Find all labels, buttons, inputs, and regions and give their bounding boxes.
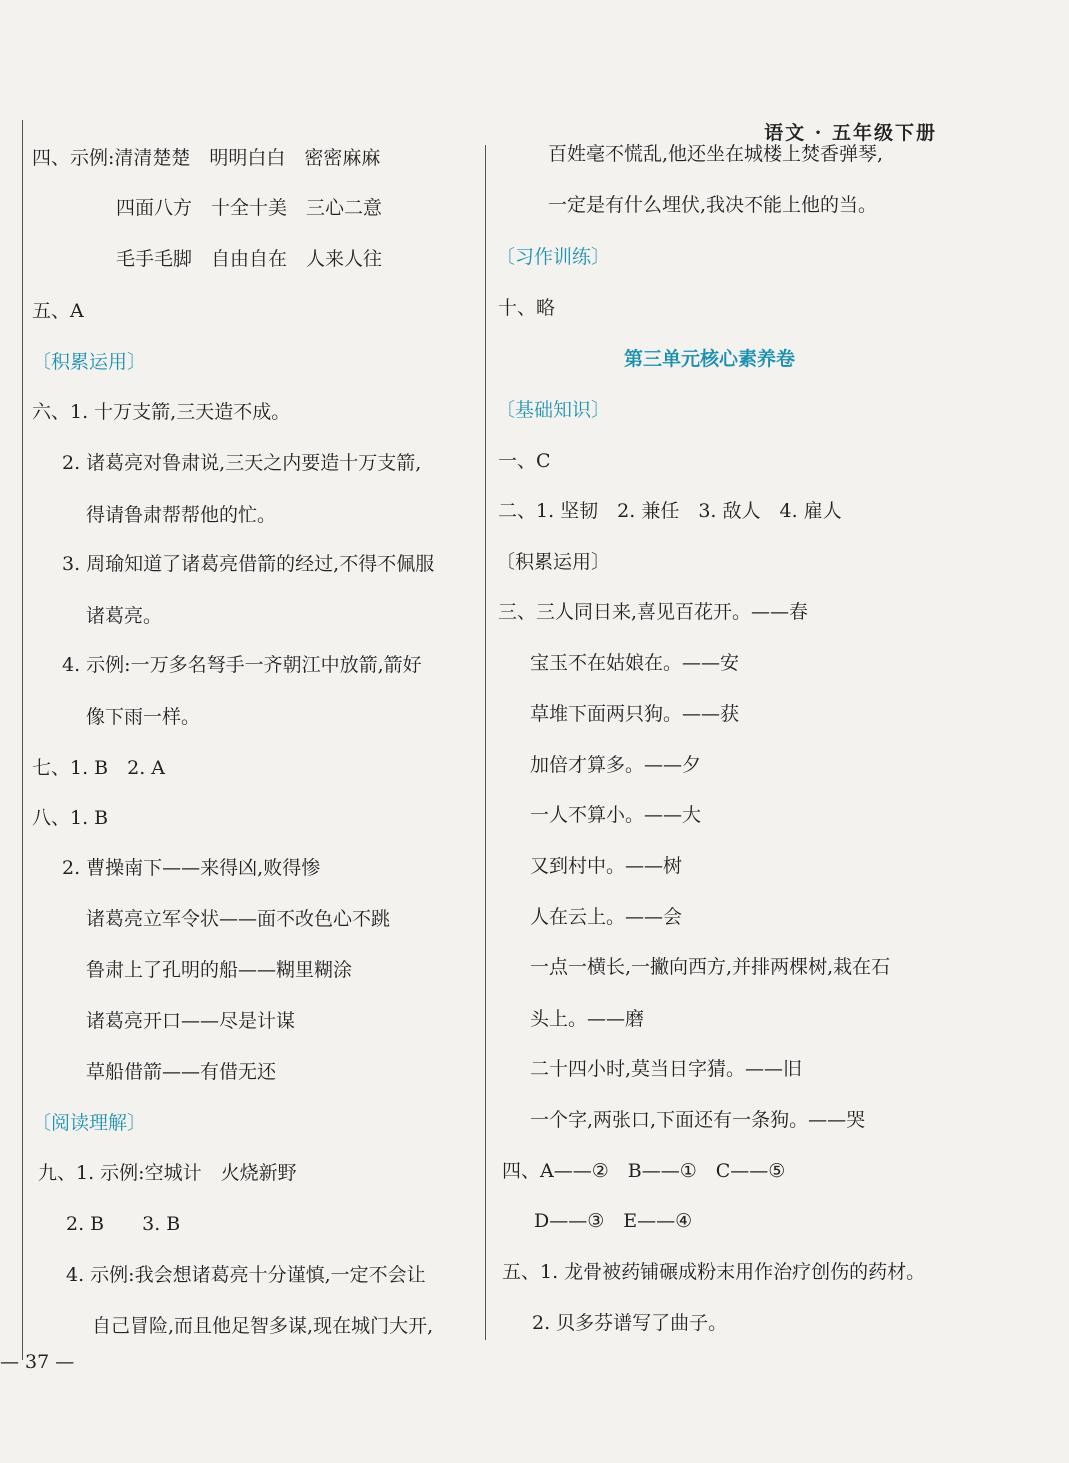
answer-line: 三、三人同日来,喜见百花开。——春 bbox=[498, 601, 809, 623]
answer-line: 二、1. 坚韧 2. 兼任 3. 敌人 4. 雇人 bbox=[498, 500, 842, 522]
answer-line: 一定是有什么埋伏,我决不能上他的当。 bbox=[548, 194, 878, 216]
right-column bbox=[486, 0, 1069, 1463]
page-number: — 37 — bbox=[0, 1351, 75, 1373]
unit-title: 第三单元核心素养卷 bbox=[624, 348, 796, 370]
section-heading: 〔阅读理解〕 bbox=[32, 1112, 147, 1134]
answer-line: 六、1. 十万支箭,三天造不成。 bbox=[32, 401, 291, 423]
section-heading: 〔积累运用〕 bbox=[496, 551, 611, 573]
answer-line: 五、A bbox=[32, 300, 84, 322]
answer-line: 加倍才算多。——夕 bbox=[530, 754, 702, 776]
left-column bbox=[0, 0, 486, 1463]
section-heading: 〔积累运用〕 bbox=[32, 351, 147, 373]
answer-line: 4. 示例:我会想诸葛亮十分谨慎,一定不会让 bbox=[66, 1264, 426, 1286]
answer-line: 2. B 3. B bbox=[66, 1213, 181, 1235]
answer-line: 4. 示例:一万多名弩手一齐朝江中放箭,箭好 bbox=[62, 654, 422, 676]
section-heading: 〔基础知识〕 bbox=[496, 399, 611, 421]
answer-line: 得请鲁肃帮帮他的忙。 bbox=[86, 504, 277, 526]
answer-line: 人在云上。——会 bbox=[530, 906, 683, 928]
answer-line: D——③ E——④ bbox=[534, 1210, 693, 1232]
answer-line: 四、A——② B——① C——⑤ bbox=[502, 1160, 786, 1182]
answer-line: 2. 曹操南下——来得凶,败得惨 bbox=[62, 857, 321, 879]
answer-line: 七、1. B 2. A bbox=[32, 757, 166, 779]
answer-line: 一、C bbox=[498, 450, 551, 472]
answer-line: 草堆下面两只狗。——获 bbox=[530, 703, 740, 725]
answer-line: 2. 贝多芬谱写了曲子。 bbox=[532, 1312, 728, 1334]
answer-line: 十、略 bbox=[498, 297, 556, 319]
answer-line: 毛手毛脚 自由自在 人来人往 bbox=[116, 248, 383, 270]
answer-line: 像下雨一样。 bbox=[86, 706, 201, 728]
answer-line: 五、1. 龙骨被药铺碾成粉末用作治疗创伤的药材。 bbox=[502, 1261, 926, 1283]
answer-line: 宝玉不在姑娘在。——安 bbox=[530, 652, 740, 674]
page-header: 语文 · 五年级下册 bbox=[764, 122, 937, 144]
answer-line: 四、示例:清清楚楚 明明白白 密密麻麻 bbox=[32, 147, 381, 169]
answer-line: 3. 周瑜知道了诸葛亮借箭的经过,不得不佩服 bbox=[62, 553, 435, 575]
section-heading: 〔习作训练〕 bbox=[496, 246, 611, 268]
answer-line: 八、1. B bbox=[32, 807, 109, 829]
answer-line: 诸葛亮立军令状——面不改色心不跳 bbox=[86, 908, 391, 930]
answer-line: 九、1. 示例:空城计 火烧新野 bbox=[38, 1162, 297, 1184]
answer-line: 一人不算小。——大 bbox=[530, 804, 702, 826]
answer-line: 2. 诸葛亮对鲁肃说,三天之内要造十万支箭, bbox=[62, 452, 422, 474]
answer-line: 又到村中。——树 bbox=[530, 855, 683, 877]
answer-line: 一点一横长,一撇向西方,并排两棵树,栽在石 bbox=[530, 956, 891, 978]
answer-line: 自己冒险,而且他足智多谋,现在城门大开, bbox=[92, 1315, 434, 1337]
answer-line: 头上。——磨 bbox=[530, 1008, 645, 1030]
answer-line: 鲁肃上了孔明的船——糊里糊涂 bbox=[86, 959, 353, 981]
answer-line: 诸葛亮开口——尽是计谋 bbox=[86, 1010, 296, 1032]
answer-line: 二十四小时,莫当日字猜。——旧 bbox=[530, 1058, 803, 1080]
answer-line: 诸葛亮。 bbox=[86, 605, 163, 627]
answer-line: 百姓毫不慌乱,他还坐在城楼上焚香弹琴, bbox=[548, 143, 884, 165]
answer-line: 草船借箭——有借无还 bbox=[86, 1061, 277, 1083]
answer-line: 一个字,两张口,下面还有一条狗。——哭 bbox=[530, 1109, 866, 1131]
answer-line: 四面八方 十全十美 三心二意 bbox=[116, 197, 383, 219]
